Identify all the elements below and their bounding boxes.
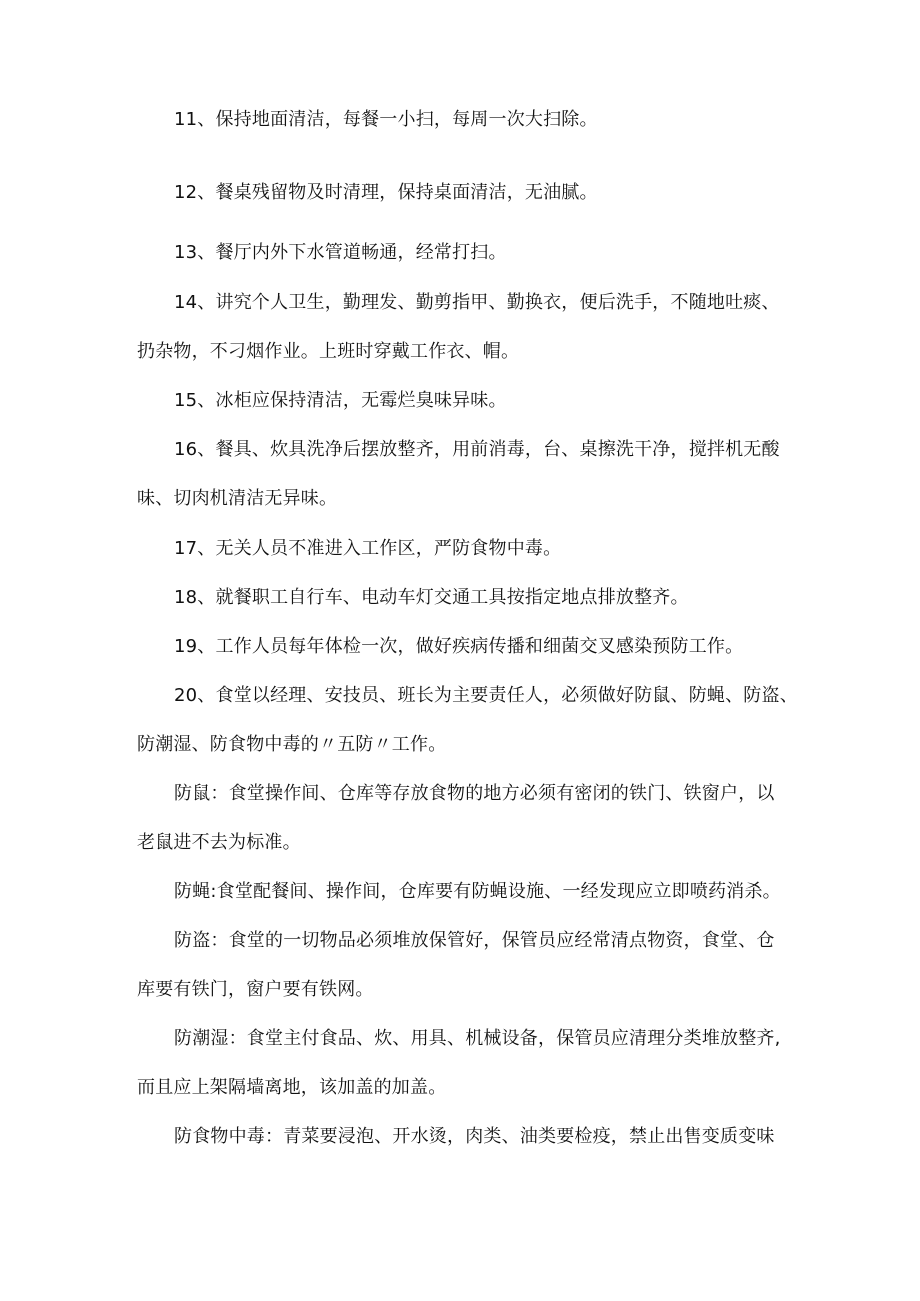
theft-prevention-line-2: 库要有铁门，窗户要有铁网。 [137,979,374,1000]
rule-14-text-line-1: 14、讲究个人卫生，勤理发、勤剪指甲、勤换衣，便后洗手，不随地吐痰、 [174,292,780,313]
rule-11-text: 11、保持地面清洁，每餐一小扫，每周一次大扫除。 [174,109,598,130]
rule-18-text: 18、就餐职工自行车、电动车灯交通工具按指定地点排放整齐。 [174,587,689,608]
food-poisoning-prevention-text: 防食物中毒：青菜要浸泡、开水烫，肉类、油类要检疫，禁止出售变质变味 [174,1126,775,1147]
rule-15-text: 15、冰柜应保持清洁，无霉烂臭味异味。 [174,390,507,411]
moisture-prevention-line-1: 防潮湿：食堂主付食品、炊、用具、机械设备，保管员应清理分类堆放整齐, [174,1028,781,1049]
rule-16-text-line-1: 16、餐具、炊具洗净后摆放整齐，用前消毒，台、桌擦洗干净，搅拌机无酸 [174,439,780,460]
rule-20-text-line-1: 20、食堂以经理、安技员、班长为主要责任人，必须做好防鼠、防蝇、防盗、 [174,685,798,706]
fly-prevention-text: 防蝇:食堂配餐间、操作间，仓库要有防蝇设施、一经发现应立即喷药消杀。 [174,881,781,902]
rodent-prevention-line-1: 防鼠：食堂操作间、仓库等存放食物的地方必须有密闭的铁门、铁窗户，以 [174,783,775,804]
moisture-prevention-line-2: 而且应上架隔墙离地，该加盖的加盖。 [137,1077,447,1098]
rule-17-text: 17、无关人员不准进入工作区，严防食物中毒。 [174,538,562,559]
rule-20-text-line-2: 防潮湿、防食物中毒的〃五防〃工作。 [137,734,447,755]
theft-prevention-line-1: 防盗：食堂的一切物品必须堆放保管好，保管员应经常清点物资，食堂、仓 [174,930,775,951]
rodent-prevention-line-2: 老鼠进不去为标准。 [137,832,301,853]
rule-12-text: 12、餐桌残留物及时清理，保持桌面清洁，无油腻。 [174,182,598,203]
rule-16-text-line-2: 味、切肉机清洁无异味。 [137,488,338,509]
rule-14-text-line-2: 扔杂物，不刁烟作业。上班时穿戴工作衣、帽。 [137,341,520,362]
rule-13-text: 13、餐厅内外下水管道畅通，经常打扫。 [174,242,507,263]
rule-19-text: 19、工作人员每年体检一次，做好疾病传播和细菌交叉感染预防工作。 [174,636,744,657]
